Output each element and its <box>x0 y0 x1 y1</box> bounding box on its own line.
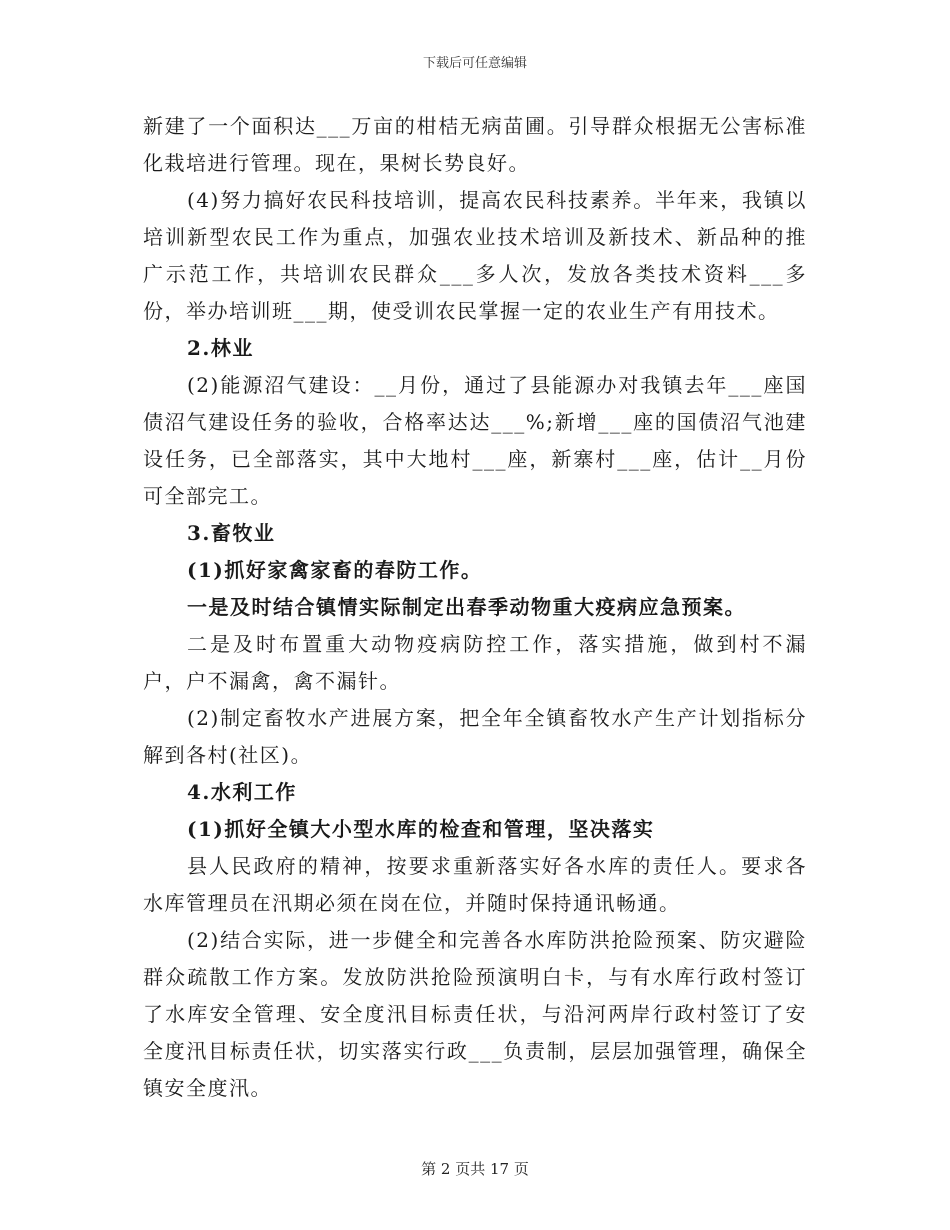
paragraph-farmer-training: (4)努力搞好农民科技培训，提高农民科技素养。半年来，我镇以培训新型农民工作为重点，加强农业技术培训及新技术、新品种的推广示范工作，共培训农民群众___多人次，发放各类技术资料___多份，举办培训班___期，使受训农民掌握一定的农业生产有用技术。 <box>143 188 807 323</box>
paragraph-emergency-plan: 一是及时结合镇情实际制定出春季动物重大疫病应急预案。 <box>187 595 746 619</box>
paragraph-reservoir-staff: 县人民政府的精神，按要求重新落实好各水库的责任人。要求各水库管理员在汛期必须在岗在位，并随时保持通讯畅通。 <box>143 854 807 915</box>
paragraph-livestock-plan: (2)制定畜牧水产进展方案，把全年全镇畜牧水产生产计划指标分解到各村(社区)。 <box>143 706 807 767</box>
heading-water-conservancy: 4.水利工作 <box>187 780 297 804</box>
paragraph-citrus-nursery: 新建了一个面积达___万亩的柑桔无病苗圃。引导群众根据无公害标准化栽培进行管理。现在，果树长势良好。 <box>143 114 807 175</box>
paragraph-flood-safety: (2)结合实际，进一步健全和完善各水库防洪抢险预案、防灾避险群众疏散工作方案。发放防洪抢险预演明白卡，与有水库行政村签订了水库安全管理、安全度汛目标责任状，与沿河两岸行政村签订了安全度汛目标责任状，切实落实行政___负责制，层层加强管理，确保全镇安全度汛。 <box>143 928 807 1100</box>
paragraph-epidemic-control: 二是及时布置重大动物疫病防控工作，落实措施，做到村不漏户，户不漏禽，禽不漏针。 <box>143 632 807 693</box>
subheading-spring-prevention: (1)抓好家禽家畜的春防工作。 <box>187 558 483 582</box>
heading-forestry: 2.林业 <box>187 336 254 360</box>
paragraph-biogas: (2)能源沼气建设：__月份，通过了县能源办对我镇去年___座国债沼气建设任务的验收，合格率达达___%;新增___座的国债沼气池建设任务，已全部落实，其中大地村___座，新寨村___座，估计__月份可全部完工。 <box>143 373 807 508</box>
subheading-reservoir-inspection: (1)抓好全镇大小型水库的检查和管理，坚决落实 <box>187 817 655 841</box>
document-body <box>143 108 807 1107</box>
heading-livestock: 3.畜牧业 <box>187 521 276 545</box>
page-footer: 第 2 页共 17 页 <box>421 1160 529 1178</box>
page-header: 下载后可任意编辑 <box>422 56 527 71</box>
